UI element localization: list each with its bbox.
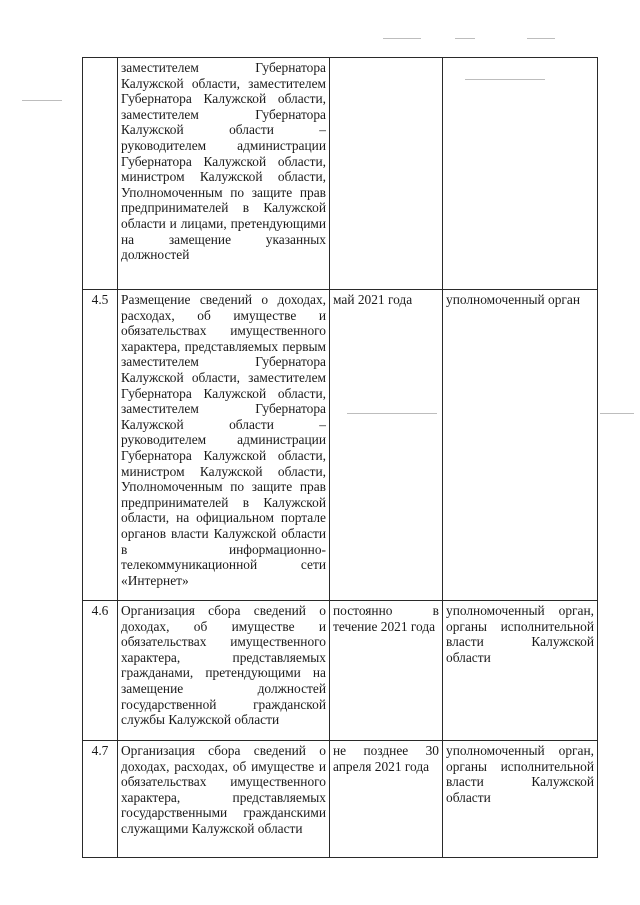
scan-artifact: [22, 100, 62, 101]
row-responsible: уполномоченный орган, органы исполнительной власти Калужской области: [443, 601, 598, 741]
row-term: май 2021 года: [330, 290, 443, 601]
scan-artifact: [600, 413, 634, 414]
table-row: [83, 741, 598, 858]
scan-artifact: [455, 38, 475, 39]
row-description: Организация сбора сведений о доходах, об имуществе и обязательствах имущественного характера, представляемых гражданами, претендующими на замещение должностей государственной гражданской службы Калужской области: [118, 601, 330, 741]
row-number: 4.5: [83, 290, 118, 601]
row-responsible: уполномоченный орган, органы исполнительной власти Калужской области: [443, 741, 598, 858]
row-description: заместителем Губернатора Калужской области, заместителем Губернатора Калужской области, заместителем Губернатора Калужской области – руководителем администрации Губернатора Калужской области, министром Калужской области, Уполномоченным по защите прав предпринимателей в Калужской области и лицами, претендующими на замещение указанных должностей: [118, 58, 330, 290]
row-number: [83, 58, 118, 290]
scan-artifact: [527, 38, 555, 39]
scan-artifact: [383, 38, 421, 39]
row-term: постоянно в течение 2021 года: [330, 601, 443, 741]
row-description: Организация сбора сведений о доходах, расходах, об имуществе и обязательствах имущественного характера, представляемых государственными гражданскими служащими Калужской области: [118, 741, 330, 858]
row-number: 4.7: [83, 741, 118, 858]
row-term: не позднее 30 апреля 2021 года: [330, 741, 443, 858]
row-term: [330, 58, 443, 290]
row-description: Размещение сведений о доходах, расходах, об имуществе и обязательствах имущественного характера, представляемых первым заместителем Губернатора Калужской области, заместителем Губернатора Калужской области, заместителем Губернатора Калужской области – руководителем администрации Губернатора Калужской области, министром Калужской области, Уполномоченным по защите прав предпринимателей в Калужской области, на официальном портале органов власти Калужской области в информационно-телекоммуникационной сети «Интернет»: [118, 290, 330, 601]
table-row: [83, 601, 598, 741]
row-responsible: [443, 58, 598, 290]
row-number: 4.6: [83, 601, 118, 741]
row-responsible: уполномоченный орган: [443, 290, 598, 601]
plan-table: [82, 57, 598, 858]
table-row: [83, 290, 598, 601]
table-row: [83, 58, 598, 290]
